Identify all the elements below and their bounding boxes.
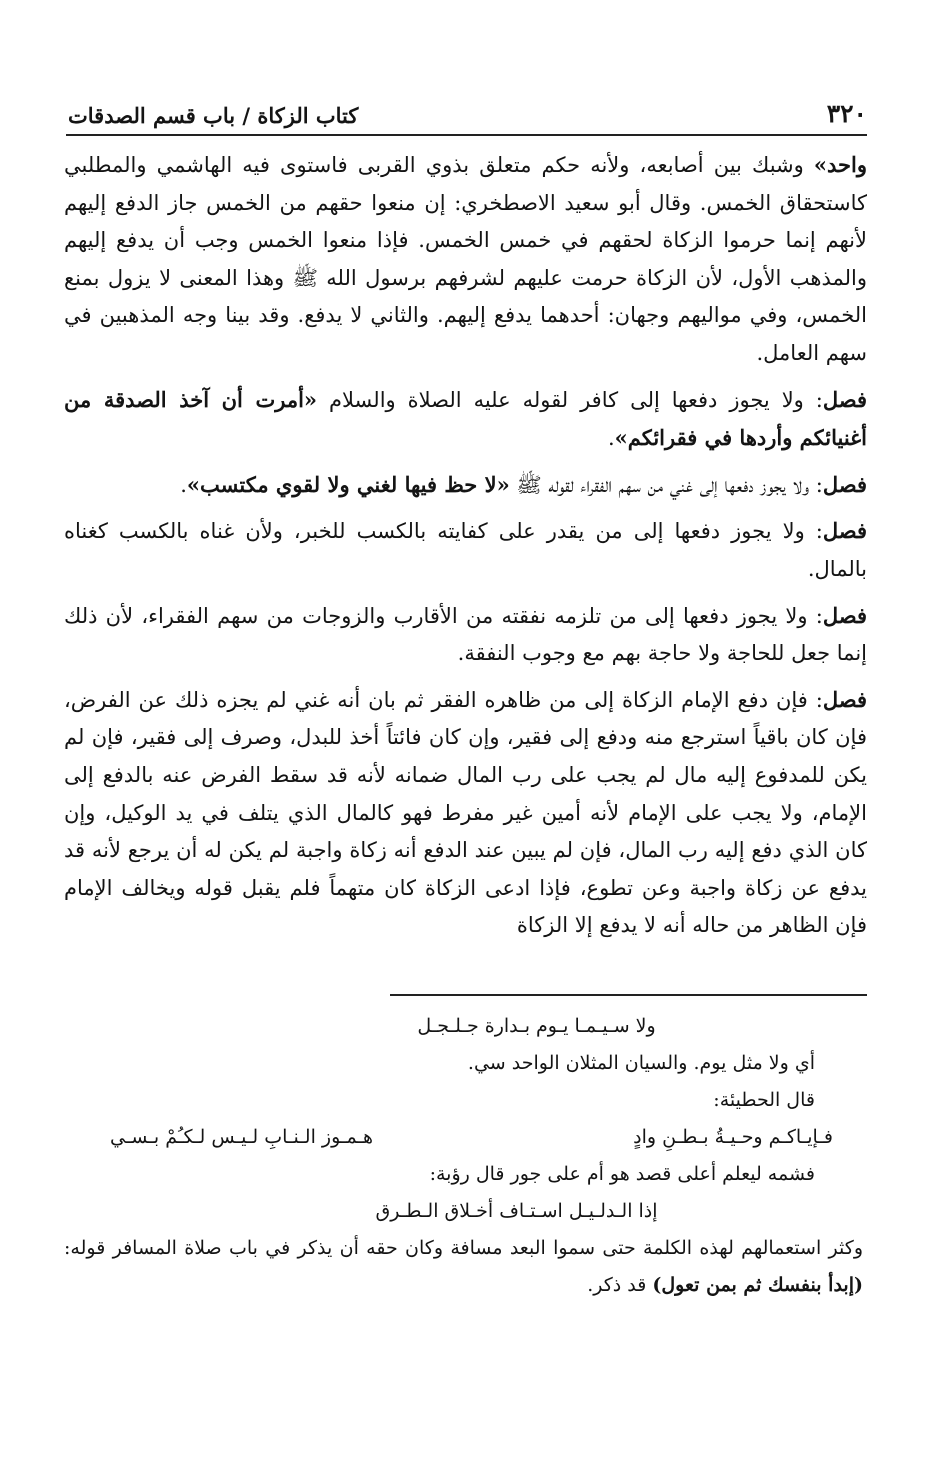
footnote-line-1: أي ولا مثل يوم. والسيان المثلان الواحد سي. [467,1052,815,1074]
paragraph-text: : ولا يجوز دفعها إلى كافر لقوله عليه الصلاة والسلام [317,387,823,412]
section-label: فصل [822,602,867,628]
section-paragraph-3 [64,466,867,505]
footnote-text: وكثر استعمالهم لهذه الكلمة حتى سموا البعد مسافة وكان حقه أن يذكر في باب صلاة المسافر قوله: [64,1237,863,1259]
section-paragraph-4 [64,512,867,588]
paragraph-text: : ولا يجوز دفعها إلى غني من سهم الفقراء لقوله ﷺ [509,472,823,497]
paragraph-1 [64,146,867,373]
paragraph-end: . [180,472,187,497]
paragraph-text: : ولا يجوز دفعها إلى من يقدر على كفايته بالكسب للخبر، ولأن غناه بالكسب كغناه بالمال. [64,519,867,581]
section-label: فصل [822,518,867,544]
paragraph-end: . [607,426,615,451]
footnotes [64,1008,863,1304]
footnote-line-3: فشمه ليعلم أعلى قصد هو أم على جور قال رؤبة: [429,1163,815,1185]
verse-line-2 [70,1119,843,1156]
paragraph-text: : ولا يجوز دفعها إلى من تلزمه نفقته من الأقارب والزوجات من سهم الفقراء، لأن ذلك إنما جعل للحاجة ولا حاجة بهم مع وجوب النفقة. [64,603,867,666]
page-header [68,90,867,128]
section-label: فصل [822,471,867,497]
footnote-end: قد ذكر. [587,1274,653,1296]
paragraph-text: : فإن دفع الإمام الزكاة إلى من ظاهره الفقر ثم بان أنه غني لم يجزه ذلك عن الفرض، فإن كان باقياً استرجع منه ودفع إلى فقير، وإن كان فائتاً أخذ للبدل، وصرف إلى فقير، فإن لم يكن للمدفوع إليه مال لم يجب على رب المال ضمانه لأنه قد سقط الفرض عنه بالدفع إلى الإمام، ولا يجب على الإمام لأنه أمين غير مفرط فهو كالمال الذي يتلف في يد الوكيل، وإن كان الذي دفع إليه رب المال، فإن لم يبين عند الدفع أنه زكاة واجبة لم يكن له أن يرجع لأنه قد يدفع عن زكاة واجبة وعن تطوع، فإذا ادعى الزكاة كان متهماً فلم يقبل قوله ويخالف الإمام فإن الظاهر من حاله أنه لا يدفع إلا الزكاة [64,687,867,938]
section-paragraph-2 [64,381,867,458]
verse-line-3: إذا الـدلـيـل اسـتـاف أخـلاق الـطـرق [375,1200,658,1222]
header-divider [66,134,867,136]
running-title: كتاب الزكاة / باب قسم الصدقات [68,103,359,128]
hadith-quote: (إبدأ بنفسك ثم بمن تعول) [652,1274,863,1296]
hadith-quote: «لا حظ فيها لغني ولا لقوي مكتسب» [186,471,510,497]
footnote-line-4 [64,1230,863,1304]
section-paragraph-5 [64,597,867,673]
page-number: ٣٢٠ [826,99,867,128]
verse-line-1: ولا سـيـمـا يـوم بـدارة جـلـجـل [417,1015,656,1037]
main-text [64,146,867,945]
section-label: فصل [822,686,867,712]
section-label: فصل [822,386,868,412]
verse-hemistich-left: هـمـوز الـنـابِ لـيـس لـكـُمْ بـسـي [110,1126,374,1148]
hadith-quote: «أمرت أن آخذ الصدقة من أغنيائكم وأردها في فقرائكم» [64,386,867,451]
footnote-divider [390,994,867,996]
verse-hemistich-right: فـإيـاكـم وحـيـةُ بـطـنِ وادٍ [633,1126,833,1148]
hadith-quote-end: واحد» [813,152,867,177]
paragraph-text: وشبك بين أصابعه، ولأنه حكم متعلق بذوي القربى فاستوى فيه الهاشمي والمطلبي كاستحقاق الخمس. وقال أبو سعيد الاصطخري: إن منعوا حقهم من الخمس جاز الدفع إليهم لأنهم إنما حرموا الزكاة لحقهم في خمس الخمس. فإذا منعوا الخمس وجب أن يدفع إليهم والمذهب الأول، لأن الزكاة حرمت عليهم لشرفهم برسول الله ﷺ وهذا المعنى لا يزول بمنع الخمس، وفي مواليهم وجهان: أحدهما يدفع إليهم. والثاني لا يدفع. وقد بينا وجه المذهبين في سهم العامل. [64,153,867,365]
footnote-line-2: قال الحطيئة: [713,1089,815,1111]
section-paragraph-6 [64,681,867,945]
